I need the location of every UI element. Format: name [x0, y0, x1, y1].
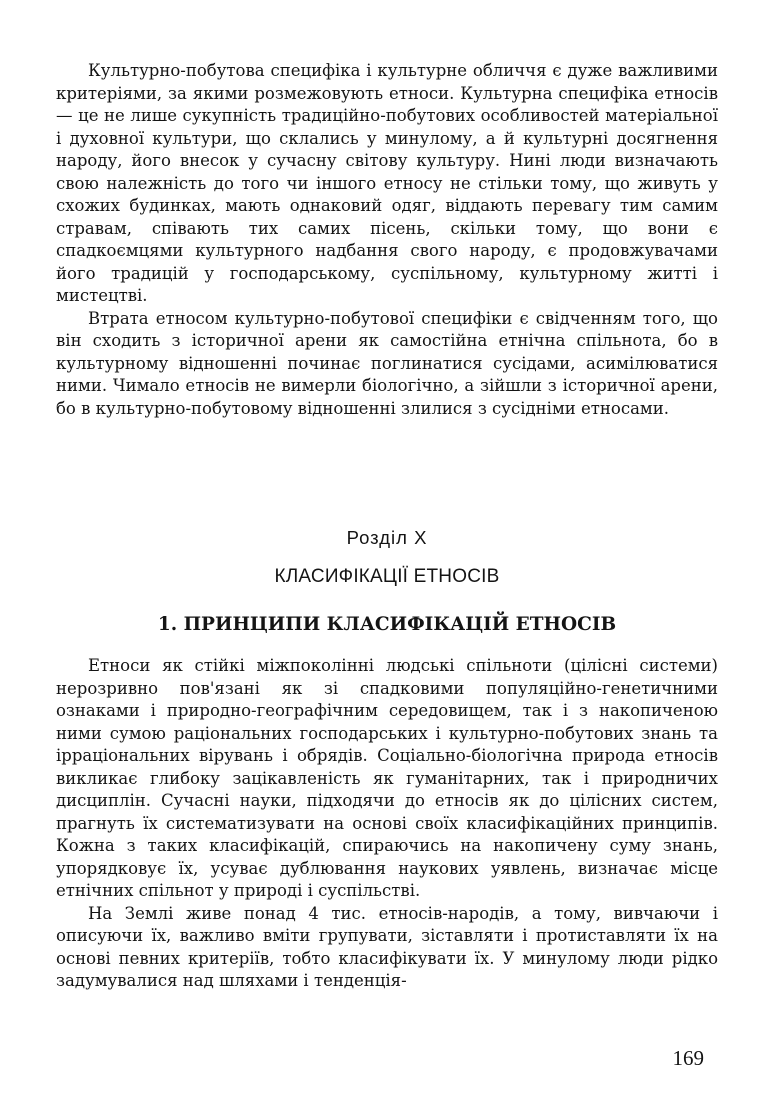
chapter-number: Розділ X: [346, 527, 428, 548]
page-number: 169: [672, 1046, 704, 1070]
paragraph-loss-of-specifics: Втрата етносом культурно-побутової специфіки є свідченням того, що він сходить з історичної арени як самостійна етнічна спільнота, бо в культурному відношенні починає поглинатися сусідами, асимілюватися ними. Чимало етносів не вимерли біологічно, а зійшли з історичної арени, бо в культурно-побутовому відношенні злилися з сусідніми етносами.: [56, 308, 718, 418]
text-block-top: [56, 60, 718, 420]
paragraph-culture-specifics: Культурно-побутова специфіка і культурне обличчя є дуже важливими критеріями, за якими розмежовують етноси. Культурна специфіка етносів — це не лише сукупність традиційно-побутових особливостей матеріальної і духовної культури, що склались у минулому, а й культурні досягнення народу, його внесок у сучасну світову культуру. Нині люди визначають свою належність до того чи іншого етносу не стільки тому, що живуть у схожих будинках, мають однаковий одяг, віддають перевагу тим самим стравам, співають тих самих пісень, скільки тому, що вони є спадкоємцями культурного надбання свого народу, є продовжувачами його традицій у господарському, суспільному, культурному житті і мистецтві.: [56, 61, 718, 305]
paragraph-classification-need: На Землі живе понад 4 тис. етносів-народів, а тому, вивчаючи і описуючи їх, важливо вміти групувати, зіставляти і протиставляти їх на основі певних критеріїв, тобто класифікувати їх. У минулому люди рідко задумувалися над шляхами і тенденція-: [56, 903, 718, 990]
text-block-bottom: [56, 655, 718, 993]
section-title: 1. ПРИНЦИПИ КЛАСИФІКАЦІЙ ЕТНОСІВ: [157, 614, 617, 635]
chapter-title: КЛАСИФІКАЦІЇ ЕТНОСІВ: [274, 566, 500, 587]
paragraph-ethnos-systems: Етноси як стійкі міжпоколінні людські спільноти (цілісні системи) нерозривно пов'язані як зі спадковими популяційно-генетичними ознаками і природно-географічним середовищем, так і з накопиченою ними сумою раціональних господарських і культурно-побутових знань та ірраціональних вірувань і обрядів. Соціально-біологічна природа етносів викликає глибоку зацікавленість як гуманітарних, так і природничих дисциплін. Сучасні науки, підходячи до етносів як до цілісних систем, прагнуть їх систематизувати на основі своїх класифікаційних принципів. Кожна з таких класифікацій, спираючись на накопичену суму знань, упорядковує їх, усуває дублювання наукових уявлень, визначає місце етнічних спільнот у природі і суспільстві.: [56, 656, 718, 900]
